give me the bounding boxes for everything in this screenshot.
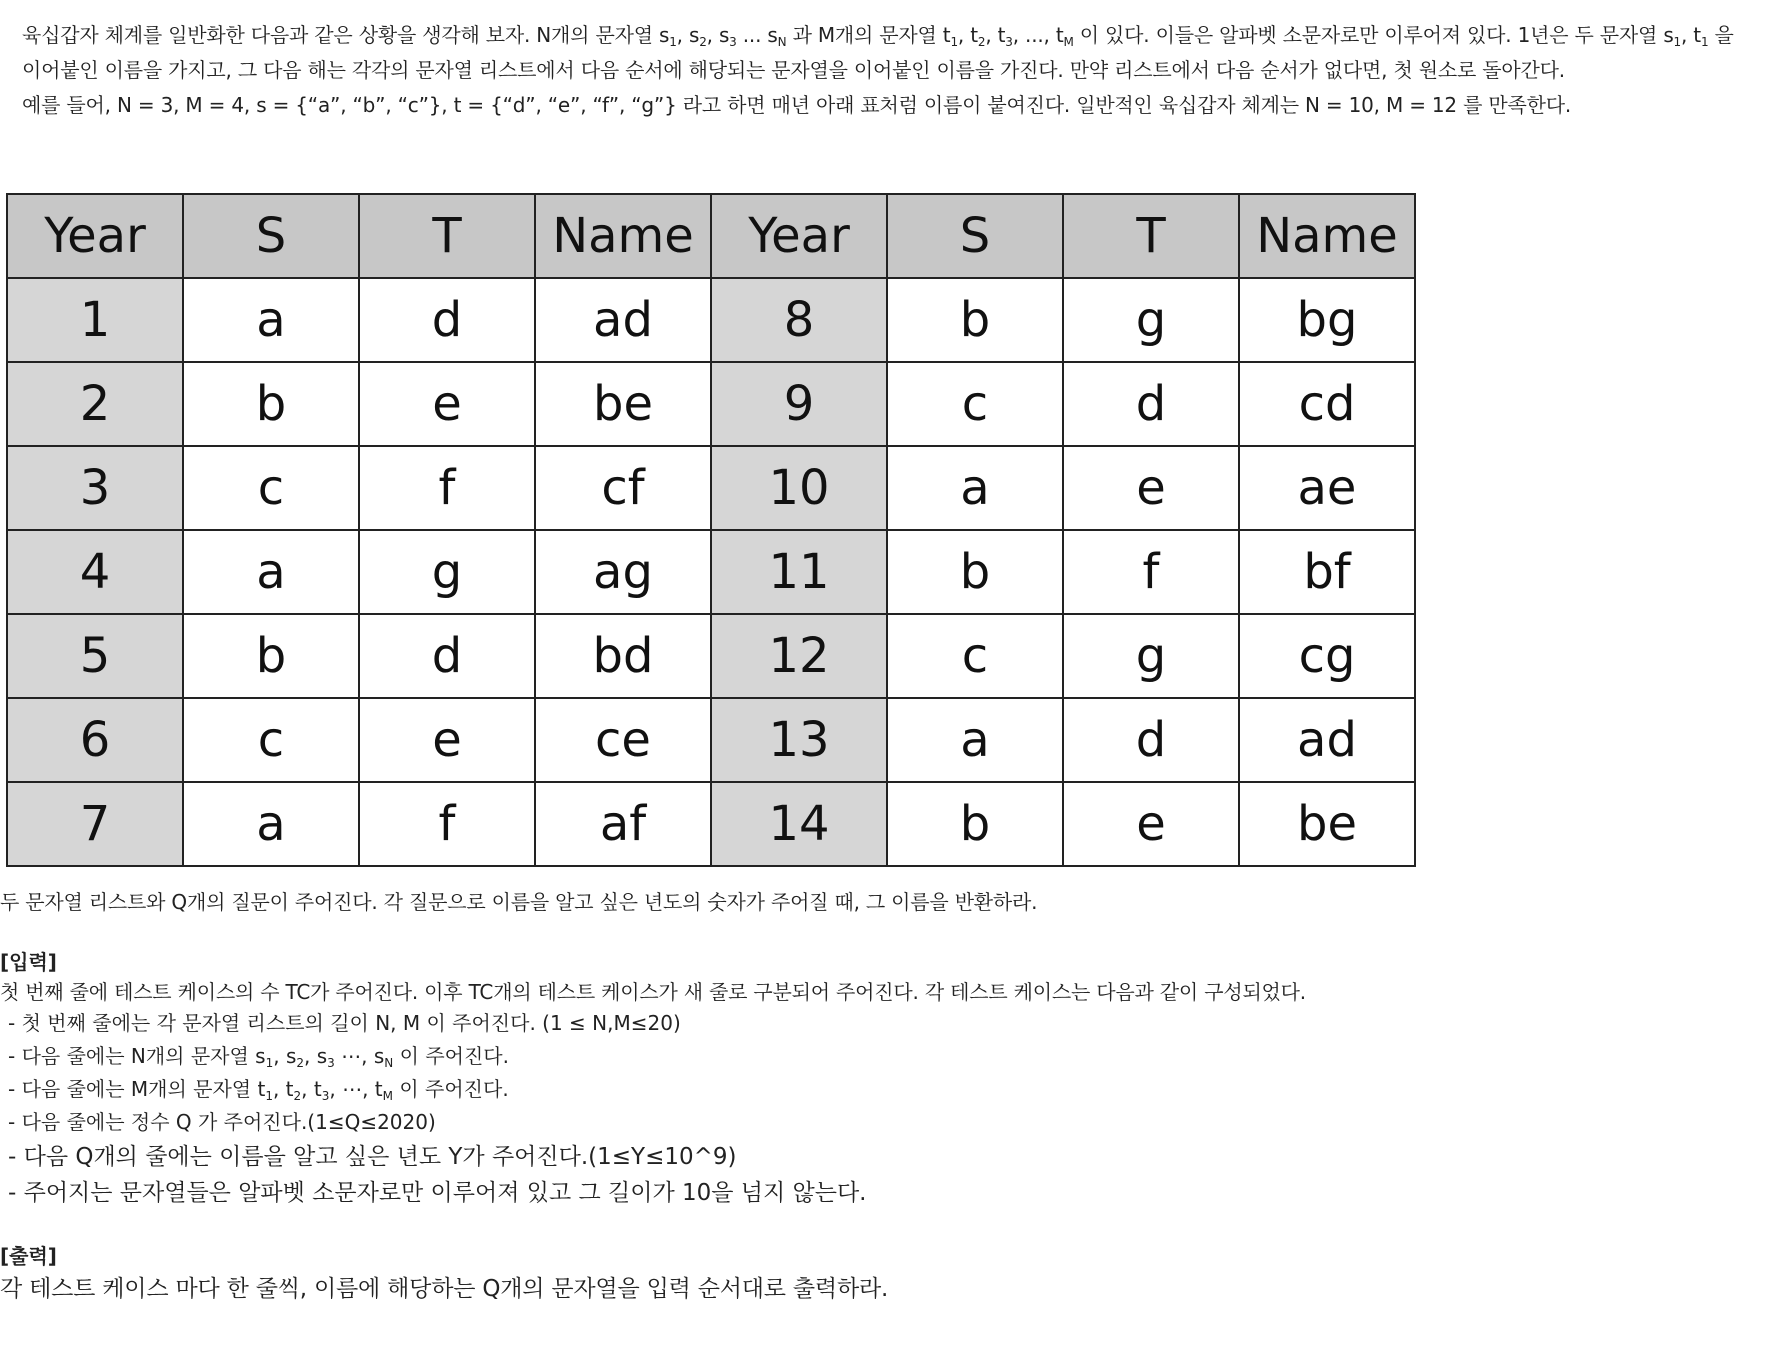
table-row: [7, 782, 1415, 866]
table-cell-s: a: [183, 782, 359, 866]
table-row: [7, 362, 1415, 446]
table-body: [7, 278, 1415, 866]
table-row: [7, 530, 1415, 614]
table-cell-name: ce: [535, 698, 711, 782]
table-cell-year: 8: [711, 278, 887, 362]
question-paragraph: 두 문자열 리스트와 Q개의 질문이 주어진다. 각 질문으로 이름을 알고 싶은 년도의 숫자가 주어질 때, 그 이름을 반환하라.: [0, 890, 1038, 914]
problem-statement: [22, 18, 1762, 123]
table-cell-t: g: [1063, 614, 1239, 698]
table-cell-year: 9: [711, 362, 887, 446]
table-cell-year: 3: [7, 446, 183, 530]
table-cell-t: f: [359, 782, 535, 866]
header-s-1: S: [183, 194, 359, 278]
table-header-row: [7, 194, 1415, 278]
table-cell-t: g: [1063, 278, 1239, 362]
header-t-2: T: [1063, 194, 1239, 278]
header-t-1: T: [359, 194, 535, 278]
table-cell-year: 13: [711, 698, 887, 782]
table-cell-t: d: [359, 614, 535, 698]
table-cell-t: e: [359, 698, 535, 782]
table-cell-t: f: [359, 446, 535, 530]
table-cell-name: cg: [1239, 614, 1415, 698]
table-cell-t: d: [1063, 698, 1239, 782]
header-name-2: Name: [1239, 194, 1415, 278]
input-item-6: - 주어지는 문자열들은 알파벳 소문자로만 이루어져 있고 그 길이가 10을 넘지 않는다.: [8, 1180, 867, 1206]
table-cell-name: be: [535, 362, 711, 446]
table-cell-year: 11: [711, 530, 887, 614]
header-name-1: Name: [535, 194, 711, 278]
table-cell-name: af: [535, 782, 711, 866]
table-cell-s: c: [183, 446, 359, 530]
table-cell-year: 2: [7, 362, 183, 446]
table-cell-t: f: [1063, 530, 1239, 614]
problem-details: [0, 887, 1740, 1307]
table-cell-year: 7: [7, 782, 183, 866]
input-description: 첫 번째 줄에 테스트 케이스의 수 TC가 주어진다. 이후 TC개의 테스트 케이스가 새 줄로 구분되어 주어진다. 각 테스트 케이스는 다음과 같이 구성되었다.: [0, 980, 1306, 1004]
input-heading: [입력]: [0, 950, 57, 974]
table-cell-year: 1: [7, 278, 183, 362]
table-cell-name: cf: [535, 446, 711, 530]
table-cell-t: d: [359, 278, 535, 362]
table-cell-name: ad: [535, 278, 711, 362]
table-cell-s: a: [183, 530, 359, 614]
table-cell-s: c: [183, 698, 359, 782]
header-year-1: Year: [7, 194, 183, 278]
header-year-2: Year: [711, 194, 887, 278]
table-cell-year: 12: [711, 614, 887, 698]
table-cell-name: bd: [535, 614, 711, 698]
table-cell-s: a: [887, 446, 1063, 530]
input-item-2: - 다음 줄에는 N개의 문자열 $s_1$, $s_2$, $s_3$ ⋯, $s_N$ 이 주어진다.: [8, 1044, 509, 1070]
table-cell-s: a: [183, 278, 359, 362]
input-item-1: - 첫 번째 줄에는 각 문자열 리스트의 길이 N, M 이 주어진다. (1 ≤ N,M≤20): [8, 1011, 681, 1035]
table-cell-s: b: [887, 530, 1063, 614]
table-cell-t: g: [359, 530, 535, 614]
input-item-3: - 다음 줄에는 M개의 문자열 $t_1$, $t_2$, $t_3$, ⋯, $t_M$ 이 주어진다.: [8, 1077, 509, 1103]
table-cell-name: be: [1239, 782, 1415, 866]
table-row: [7, 698, 1415, 782]
input-item-4: - 다음 줄에는 정수 Q 가 주어진다.(1≤Q≤2020): [8, 1110, 436, 1134]
table-cell-year: 14: [711, 782, 887, 866]
table-cell-s: a: [887, 698, 1063, 782]
header-s-2: S: [887, 194, 1063, 278]
table-cell-t: d: [1063, 362, 1239, 446]
table-cell-s: b: [183, 362, 359, 446]
table-cell-name: cd: [1239, 362, 1415, 446]
output-heading: [출력]: [0, 1244, 57, 1268]
input-item-5: - 다음 Q개의 줄에는 이름을 알고 싶은 년도 Y가 주어진다.(1≤Y≤10^9): [8, 1144, 737, 1170]
table-cell-name: ad: [1239, 698, 1415, 782]
table-cell-s: c: [887, 614, 1063, 698]
output-description: 각 테스트 케이스 마다 한 줄씩, 이름에 해당하는 Q개의 문자열을 입력 순서대로 출력하라.: [0, 1276, 889, 1302]
table-cell-s: b: [887, 782, 1063, 866]
table-cell-s: b: [887, 278, 1063, 362]
intro-paragraph: 육십갑자 체계를 일반화한 다음과 같은 상황을 생각해 보자. N개의 문자열 $s_1$, $s_2$, $s_3$ ... $s_N$ 과 M개의 문자열 $t_1$, $t_2$, $t_3$, ..., $t_M$ 이 있다. 이들은 알파벳 소문자로만 이루어져 있다. 1년은 두 문자열 $s_1$, $t_1$ 을 이어붙인 이름을 가지고, 그 다음 해는 각각의 문자열 리스트에서 다음 순서에 해당되는 문자열을 이어붙인 이름을 가진다. 만약 리스트에서 다음 순서가 없다면, 첫 원소로 돌아간다.: [22, 23, 1734, 82]
table-cell-t: e: [1063, 782, 1239, 866]
table-cell-year: 5: [7, 614, 183, 698]
example-table-container: [6, 193, 1416, 867]
table-row: [7, 446, 1415, 530]
table-cell-name: bg: [1239, 278, 1415, 362]
table-cell-s: b: [183, 614, 359, 698]
table-cell-t: e: [359, 362, 535, 446]
example-paragraph: 예를 들어, N = 3, M = 4, s = {“a”, “b”, “c”}, t = {“d”, “e”, “f”, “g”} 라고 하면 매년 아래 표처럼 이름이 붙여진다. 일반적인 육십갑자 체계는 N = 10, M = 12 를 만족한다.: [22, 93, 1572, 117]
table-row: [7, 614, 1415, 698]
table-cell-t: e: [1063, 446, 1239, 530]
table-cell-name: bf: [1239, 530, 1415, 614]
table-cell-year: 4: [7, 530, 183, 614]
table-cell-year: 10: [711, 446, 887, 530]
table-cell-s: c: [887, 362, 1063, 446]
table-cell-year: 6: [7, 698, 183, 782]
table-cell-name: ag: [535, 530, 711, 614]
year-name-table: [6, 193, 1416, 867]
table-row: [7, 278, 1415, 362]
table-cell-name: ae: [1239, 446, 1415, 530]
